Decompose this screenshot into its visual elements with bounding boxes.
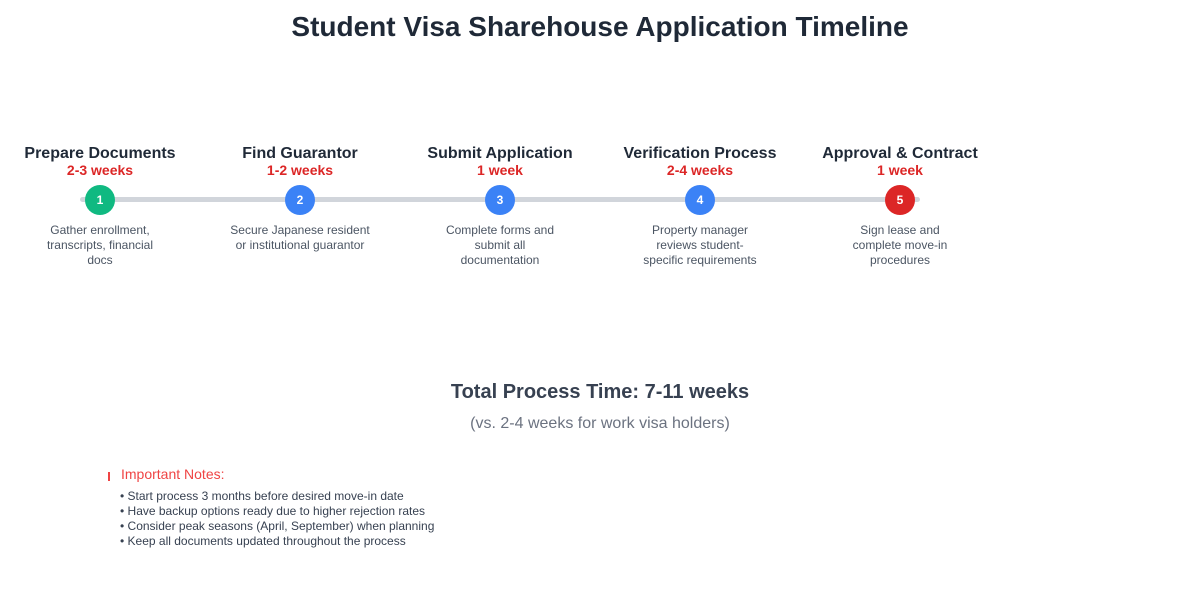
step-description: Sign lease and complete move-in procedures: [852, 223, 948, 267]
timeline-step: [400, 0, 600, 300]
comparison-note: (vs. 2-4 weeks for work visa holders): [470, 415, 730, 432]
timeline-step: [200, 0, 400, 300]
step-duration: 1 week: [477, 162, 523, 178]
step-title: Verification Process: [623, 145, 777, 162]
list-item: • Have backup options ready due to higher rejection rates: [120, 504, 426, 518]
step-number-marker: 3: [485, 185, 515, 215]
step-duration: 2-3 weeks: [66, 162, 134, 178]
step-description: Secure Japanese resident or institutional guarantor: [230, 223, 370, 252]
list-item: • Consider peak seasons (April, September) when planning: [120, 519, 435, 533]
step-number-marker: 5: [885, 185, 915, 215]
step-number-marker: 4: [685, 185, 715, 215]
step-title: Prepare Documents: [24, 145, 176, 162]
step-number-marker: 2: [285, 185, 315, 215]
page-title: Student Visa Sharehouse Application Timeline: [291, 11, 909, 42]
timeline-step: [800, 0, 1000, 300]
step-title: Submit Application: [427, 145, 573, 162]
step-duration: 2-4 weeks: [666, 162, 734, 178]
step-description: Gather enrollment, transcripts, financial docs: [46, 223, 154, 267]
timeline-step: [600, 0, 800, 300]
total-process-time: Total Process Time: 7-11 weeks: [450, 381, 750, 403]
step-number-marker: 1: [85, 185, 115, 215]
notes-list: [120, 489, 434, 549]
alert-marker-icon: [108, 472, 110, 481]
step-description: Complete forms and submit all documentation: [445, 223, 555, 267]
step-duration: 1-2 weeks: [266, 162, 334, 178]
notes-header: Important Notes:: [121, 466, 225, 482]
step-duration: 1 week: [877, 162, 923, 178]
list-item: • Start process 3 months before desired move-in date: [120, 489, 404, 503]
list-item: • Keep all documents updated throughout the process: [120, 534, 406, 548]
timeline-step: [0, 0, 200, 300]
step-description: Property manager reviews student-specific requirements: [643, 223, 757, 267]
step-title: Approval & Contract: [822, 145, 978, 162]
step-title: Find Guarantor: [242, 145, 358, 162]
